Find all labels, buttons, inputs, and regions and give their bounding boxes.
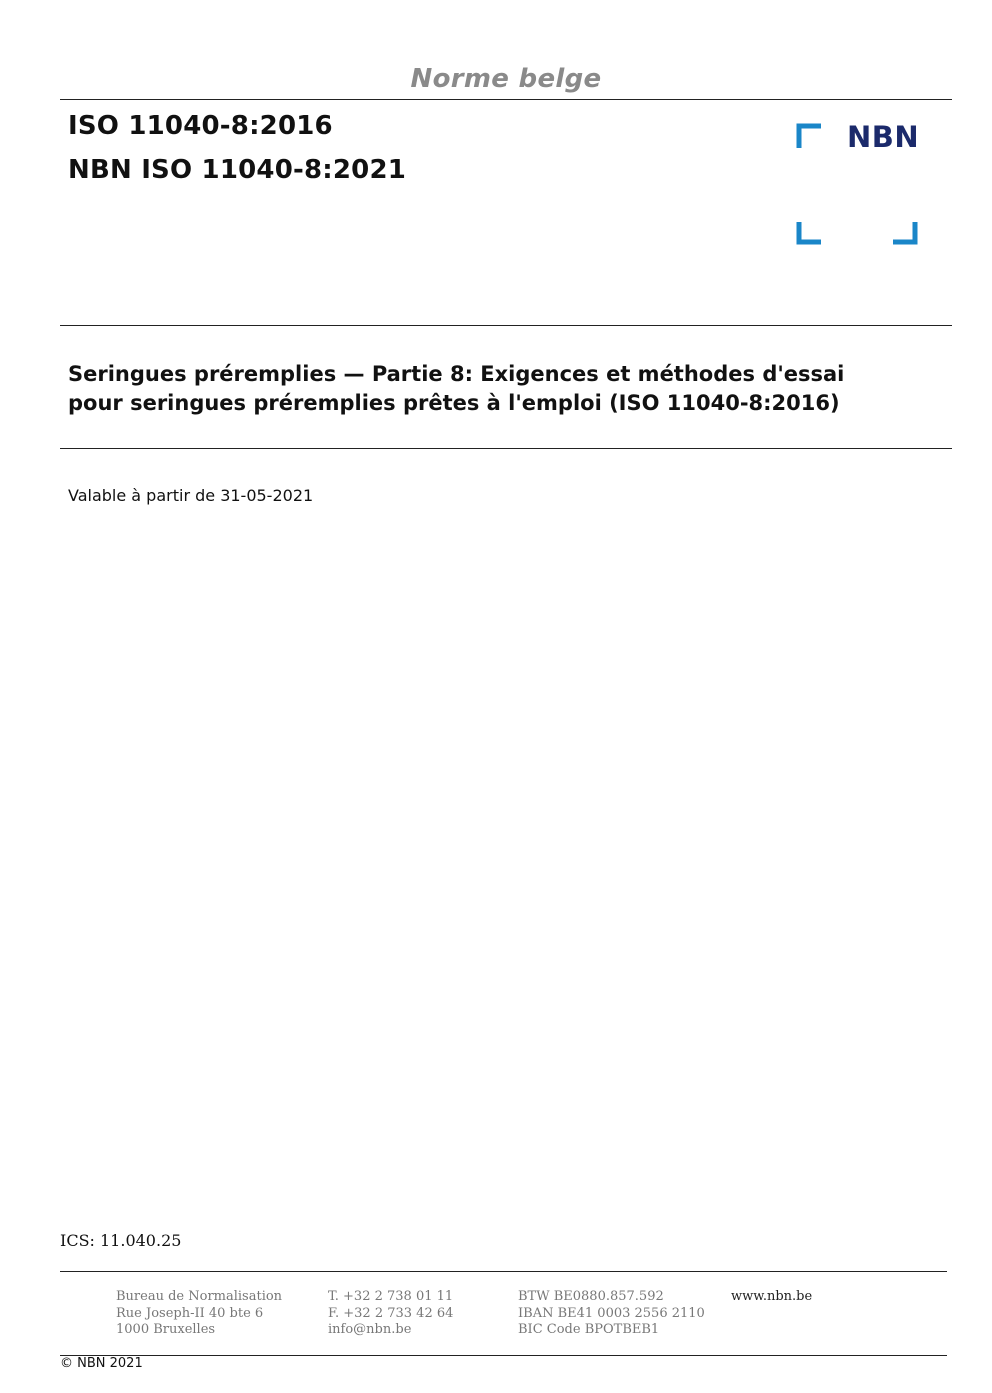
header-label: Norme belge: [410, 64, 602, 94]
ics-code: ICS: 11.040.25: [60, 1231, 182, 1250]
footer-website: [731, 1289, 812, 1306]
footer-bank: [518, 1289, 705, 1339]
nbn-standard-number: NBN ISO 11040-8:2021: [68, 155, 407, 185]
validity-date: Valable à partir de 31-05-2021: [68, 486, 314, 505]
email-link[interactable]: info@nbn.be: [328, 1322, 412, 1337]
phone-number: T. +32 2 738 01 11: [328, 1289, 454, 1304]
footer-contact: [328, 1289, 453, 1339]
address-line: Bureau de Normalisation: [116, 1289, 283, 1304]
divider-mid: [60, 325, 952, 326]
footer-address: [116, 1289, 282, 1339]
vat-number: BTW BE0880.857.592: [518, 1289, 664, 1304]
title-line-1: Seringues préremplies — Partie 8: Exigences et méthodes d'essai: [68, 362, 845, 386]
title-line-2: pour seringues préremplies prêtes à l'emploi (ISO 11040-8:2016): [68, 391, 840, 415]
fax-number: F. +32 2 733 42 64: [328, 1305, 454, 1321]
website-link[interactable]: www.nbn.be: [731, 1289, 813, 1304]
address-line: Rue Joseph-II 40 bte 6: [116, 1305, 264, 1321]
address-line: 1000 Bruxelles: [116, 1322, 216, 1337]
divider-title: [60, 448, 952, 449]
nbn-logo: [795, 122, 923, 248]
divider-top: [60, 99, 952, 100]
iso-standard-number: ISO 11040-8:2016: [68, 111, 333, 141]
divider-footer-bottom: [60, 1355, 947, 1356]
logo-text: NBN: [847, 120, 920, 154]
document-title: [68, 360, 948, 418]
copyright-notice: © NBN 2021: [60, 1356, 143, 1371]
bic-code: BIC Code BPOTBEB1: [518, 1322, 660, 1337]
divider-footer-top: [60, 1271, 947, 1272]
iban-number: IBAN BE41 0003 2556 2110: [518, 1305, 705, 1321]
